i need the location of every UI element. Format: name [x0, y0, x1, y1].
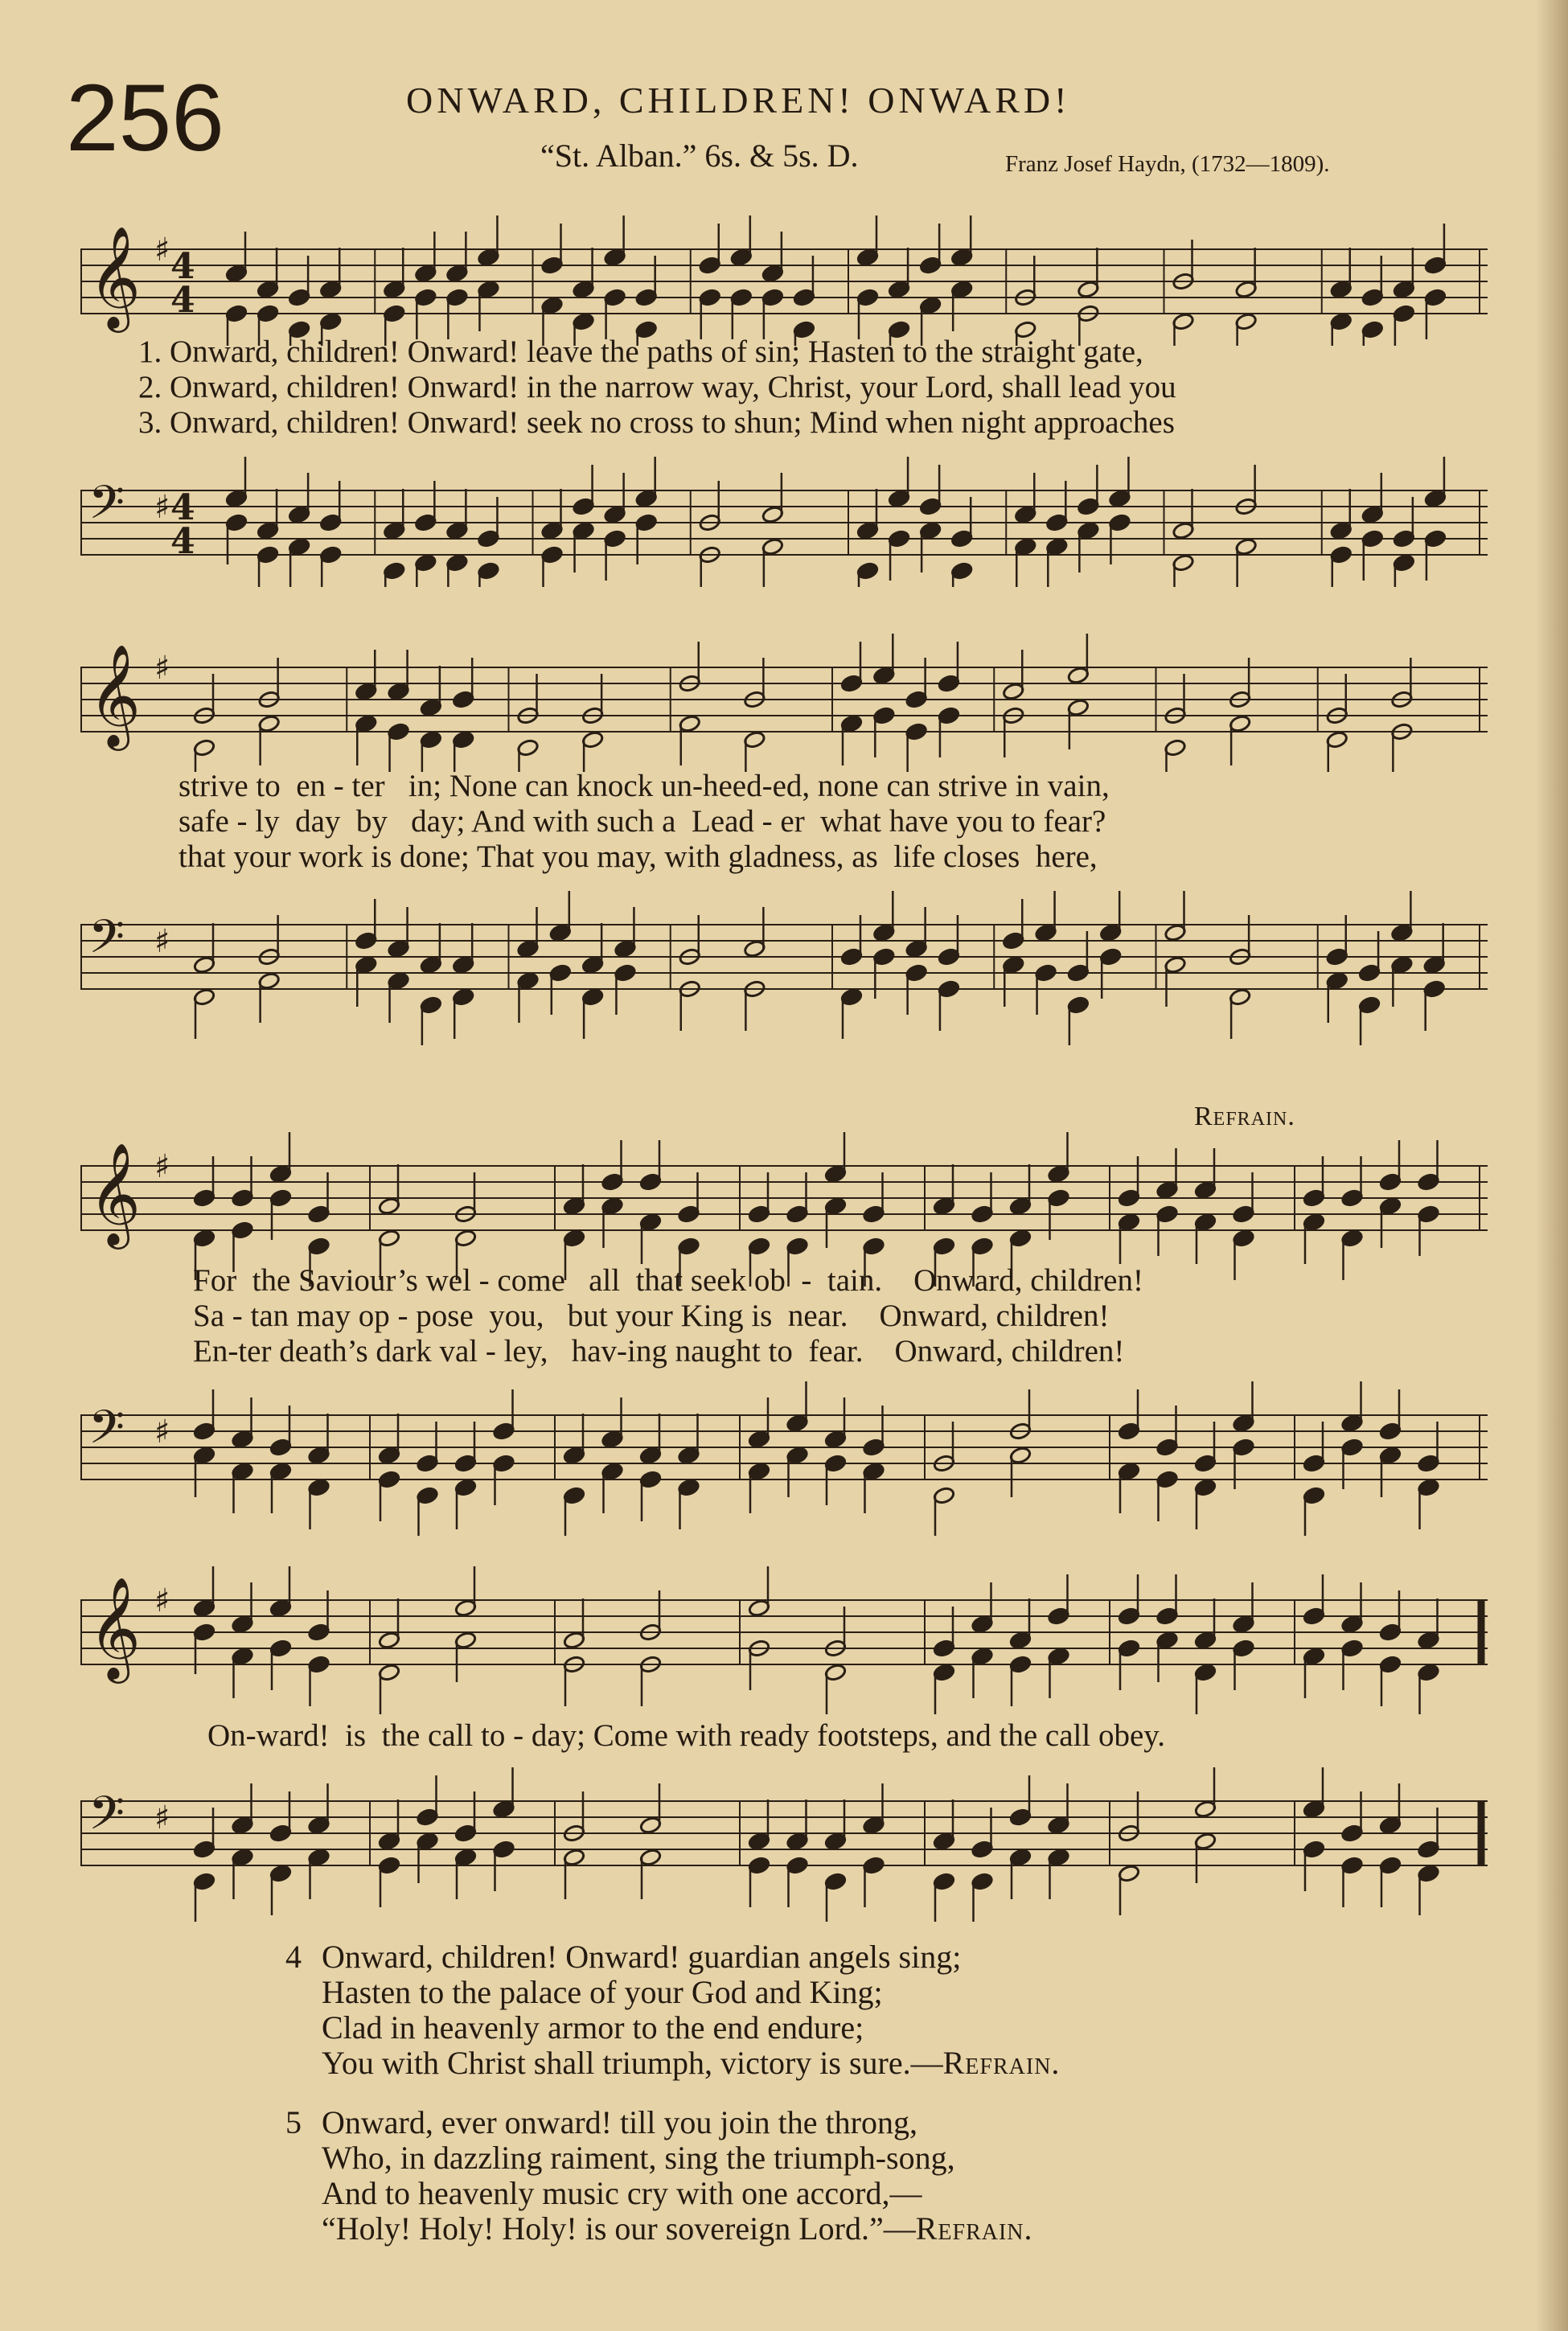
treble-clef-icon: 𝄞: [88, 1142, 142, 1245]
treble-clef-icon: 𝄞: [88, 1576, 142, 1679]
stanza-5-line: Who, in dazzling raiment, sing the triumph-song,: [322, 2140, 955, 2176]
music-system-1: [80, 193, 1504, 579]
time-signature-icon: 4: [170, 521, 195, 562]
bass-clef-icon: 𝄢: [88, 909, 125, 975]
tune-meter: “St. Alban.” 6s. & 5s. D.: [540, 137, 859, 174]
treble-clef-icon: 𝄞: [88, 643, 142, 746]
lyric-verse-1: 1. Onward, children! Onward! leave the paths of sin; Hasten to the straight gate,: [138, 334, 1143, 369]
time-signature-icon: 4: [170, 280, 195, 321]
stanza-5-last-line: “Holy! Holy! Holy! is our sovereign Lord.”—: [322, 2210, 916, 2247]
treble-staff-2: [80, 627, 1504, 772]
lyric-verse-2: safe - ly day by day; And with such a Lead - er what have you to fear?: [179, 804, 1106, 839]
stanza-5-line: And to heavenly music cry with one accord,—: [322, 2175, 922, 2211]
music-system-3: [80, 1102, 1504, 1552]
stanza-4-number: 4: [285, 1939, 302, 1975]
lyric-verse-3: En-ter death’s dark val - ley, hav-ing naught to fear. Onward, children!: [193, 1334, 1125, 1369]
stanza-5-line: Onward, ever onward! till you join the throng,: [322, 2104, 917, 2140]
stanza-4-line: Hasten to the palace of your God and King;: [322, 1974, 883, 2010]
stanza-4-last-line: You with Christ shall triumph, victory is sure.—: [322, 2045, 943, 2081]
treble-clef-icon: 𝄞: [88, 225, 142, 328]
stanza-4-line: Onward, children! Onward! guardian angels sing;: [322, 1939, 962, 1975]
bass-staff-2: [80, 884, 1504, 1045]
stanza-4-line: [322, 2044, 1060, 2082]
bass-staff-3: [80, 1375, 1504, 1536]
time-signature-icon: 4: [170, 246, 195, 287]
hymn-number: 256: [66, 65, 224, 171]
stanza-5-line: [322, 2210, 1033, 2247]
sharp-icon: ♯: [154, 1800, 170, 1836]
bass-staff-4: [80, 1761, 1504, 1922]
stanza-4-line: Clad in heavenly armor to the end endure;: [322, 2009, 864, 2046]
sharp-icon: ♯: [154, 1148, 170, 1185]
stanza-5-number: 5: [285, 2104, 302, 2140]
treble-staff-4: [80, 1560, 1504, 1721]
sharp-icon: ♯: [154, 1414, 170, 1451]
bass-staff-1: [80, 450, 1504, 587]
lyric-refrain: On-ward! is the call to - day; Come with ready footsteps, and the call obey.: [207, 1718, 1165, 1753]
hymn-title: ONWARD, CHILDREN! ONWARD!: [406, 80, 1071, 121]
composer-credit: Franz Josef Haydn, (1732—1809).: [1005, 151, 1330, 177]
lyric-verse-1: strive to en - ter in; None can knock un-heed-ed, none can strive in vain,: [179, 769, 1110, 803]
sharp-icon: ♯: [154, 923, 170, 960]
sharp-icon: ♯: [154, 489, 170, 526]
lyric-verse-2: Sa - tan may op - pose you, but your King is near. Onward, children!: [193, 1299, 1110, 1333]
refrain-label: Refrain.: [1194, 1102, 1295, 1131]
bass-clef-icon: 𝄢: [88, 1786, 125, 1852]
page-edge-shadow: [1536, 0, 1568, 2331]
refrain-tag: Refrain.: [942, 2045, 1061, 2081]
treble-staff-1: [80, 209, 1504, 346]
refrain-tag: Refrain.: [915, 2210, 1033, 2247]
time-signature-icon: 4: [170, 487, 195, 528]
lyric-verse-3: 3. Onward, children! Onward! seek no cross to shun; Mind when night approaches: [138, 405, 1175, 440]
bass-clef-icon: 𝄢: [88, 475, 125, 541]
lyric-verse-3: that your work is done; That you may, with gladness, as life closes here,: [179, 839, 1098, 874]
sharp-icon: ♯: [154, 650, 170, 687]
lyric-verse-1: For the Saviour’s wel - come all that seek ob - tain. Onward, children!: [193, 1263, 1143, 1298]
bass-clef-icon: 𝄢: [88, 1400, 125, 1466]
music-system-2: [80, 611, 1504, 1061]
sharp-icon: ♯: [154, 232, 170, 269]
sharp-icon: ♯: [154, 1582, 170, 1619]
music-system-4: [80, 1560, 1504, 1922]
lyric-verse-2: 2. Onward, children! Onward! in the narrow way, Christ, your Lord, shall lead you: [138, 370, 1176, 404]
